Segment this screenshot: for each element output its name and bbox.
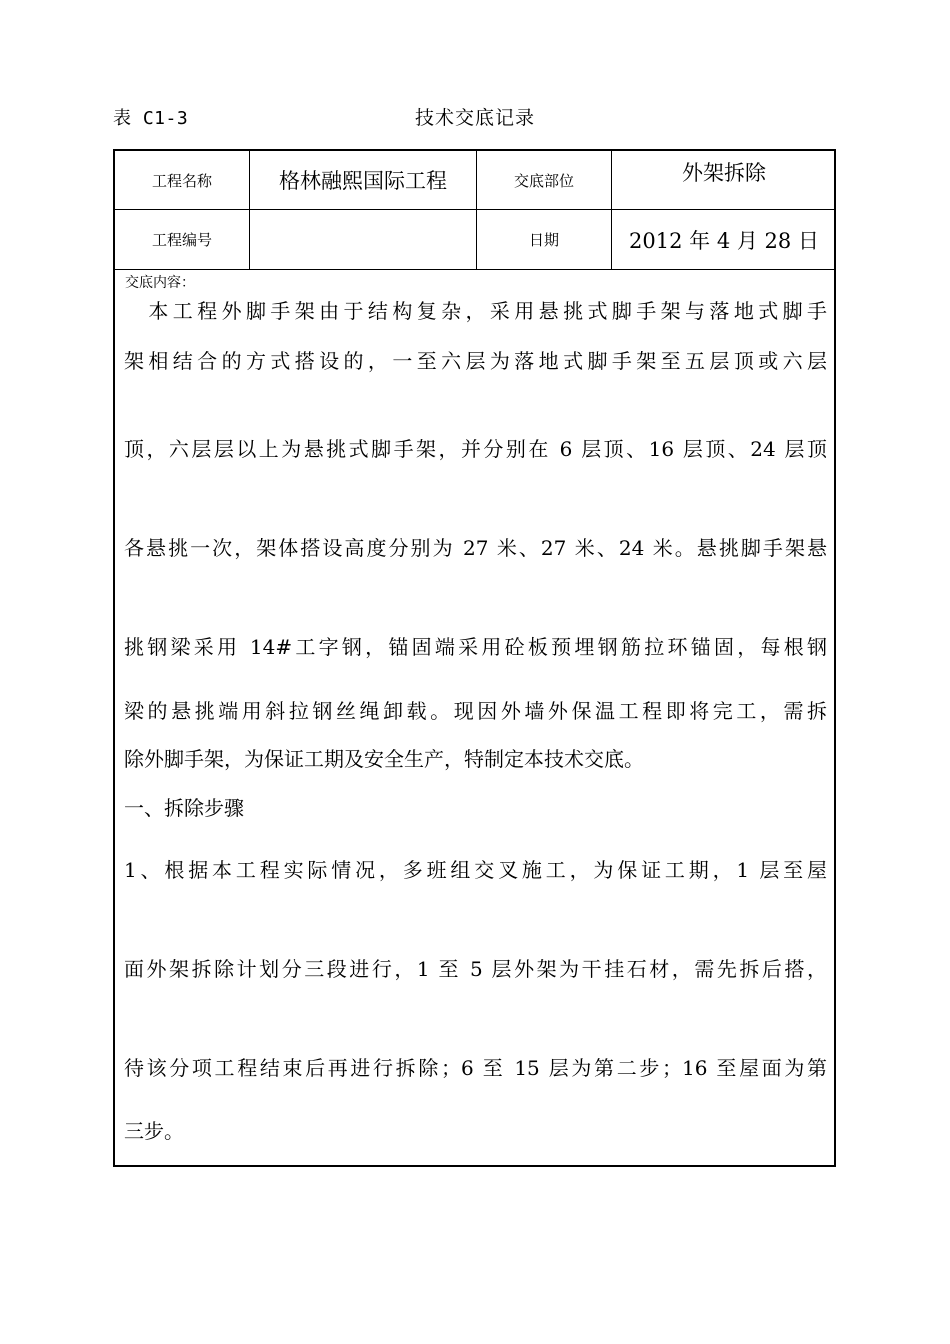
date-label: 日期 (528, 231, 559, 249)
content-line: 本工程外脚手架由于结构复杂，采用悬挑式脚手架与落地式脚手 (124, 299, 827, 323)
content-line: 架相结合的方式搭设的，一至六层为落地式脚手架至五层顶或六层 (124, 349, 827, 373)
content-line: 面外架拆除计划分三段进行，1 至 5 层外架为干挂石材，需先拆后搭， (124, 957, 827, 981)
disclosure-part-label: 交底部位 (513, 171, 574, 190)
content-line: 顶，六层层以上为悬挑式脚手架，并分别在 6 层顶、16 层顶、24 层顶 (124, 437, 827, 461)
project-number-label: 工程编号 (151, 231, 212, 249)
disclosure-part-value: 外架拆除 (682, 161, 766, 185)
content-line: 各悬挑一次，架体搭设高度分别为 27 米、27 米、24 米。悬挑脚手架悬 (124, 536, 827, 560)
content-line: 除外脚手架，为保证工期及安全生产，特制定本技术交底。 (124, 747, 644, 771)
section-heading: 一、拆除步骤 (124, 796, 244, 820)
project-name-label: 工程名称 (151, 171, 212, 190)
content-line: 1、根据本工程实际情况，多班组交叉施工，为保证工期，1 层至屋 (124, 858, 827, 882)
form-code: 表 C1-3 (113, 108, 189, 129)
date-value: 2012 年 4 月 28 日 (629, 228, 819, 253)
document-title (0, 103, 950, 130)
content-label: 交底内容： (125, 275, 195, 291)
content-line: 待该分项工程结束后再进行拆除；6 至 15 层为第二步；16 至屋面为第 (124, 1056, 827, 1080)
title-text: 技术交底记录 (414, 107, 535, 129)
content-line: 梁的悬挑端用斜拉钢丝绳卸载。现因外墙外保温工程即将完工，需拆 (124, 699, 827, 723)
content-line: 挑钢梁采用 14#工字钢，锚固端采用砼板预埋钢筋拉环锚固，每根钢 (124, 635, 827, 659)
content-line: 三步。 (124, 1119, 184, 1143)
record-table (113, 149, 836, 1167)
project-name-value: 格林融熙国际工程 (279, 169, 447, 193)
project-number-value (250, 210, 476, 269)
row-divider-2 (115, 269, 834, 270)
